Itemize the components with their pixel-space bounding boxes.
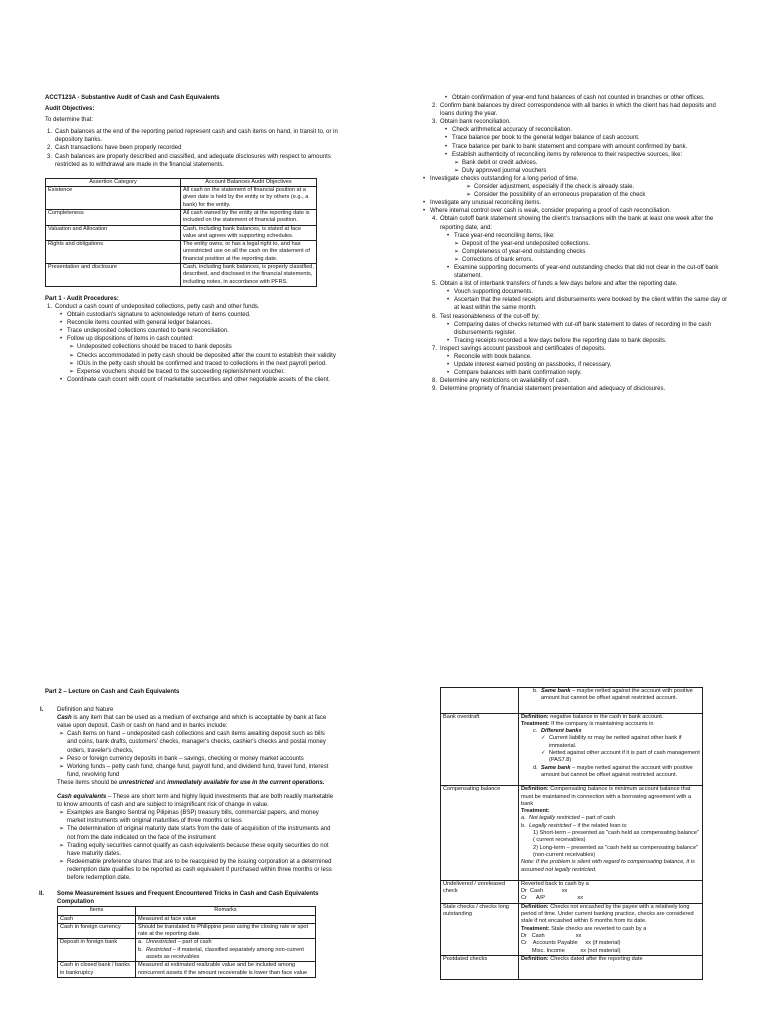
- right-top-bullets: [418, 94, 728, 102]
- section-title: Definition and Nature: [57, 707, 114, 714]
- bullet-item: • Establish authenticity of reconciling items by reference to their respective sources, like:: [452, 151, 728, 159]
- table-cell: Completeness: [46, 209, 181, 225]
- journal-line: Cr A/P xx: [521, 895, 584, 902]
- page-2-left-column: [39, 688, 335, 978]
- column-header: Remarks: [136, 907, 316, 915]
- note-text: Note: If the problem is silent with regard to compensating balance, it is assumed not legally restricted.: [521, 859, 695, 873]
- table-cell: Deposit in foreign bank: [58, 939, 136, 962]
- column-header: Account Balances Audit Objectives: [181, 178, 317, 186]
- arrow-item: ➢ Corrections of bank errors.: [462, 256, 728, 264]
- table-cell: All cash on the statement of financial position at a given date is held by the entity or by others (e.g., a bank) for the entity.: [181, 187, 317, 210]
- procedure-bullets: [440, 126, 728, 158]
- procedure-item: 9. Determine propriety of financial statement presentation and adequacy of disclosures.: [432, 386, 666, 393]
- procedure-item: 5. Obtain a list of interbank transfers of funds a few days before and after the reporting date. • Vouch supporting documents. • Ascertain that the related receipts and disbursements were booked by the client within the same day or at least within the same month.: [440, 280, 728, 312]
- procedure-item: 7. Inspect savings account passbook and certificates of deposits. • Reconcile with book balance. • Update interest earned posting on passbooks, if necessary. • Compare balances with bank confirmation reply.: [440, 345, 728, 377]
- table-cell: Cash, including bank balances, is stated at face value and agrees with supporting schedules.: [181, 225, 317, 241]
- bullet-item: • Vouch supporting documents.: [454, 288, 728, 296]
- entry-line: Reverted back to cash by a: [521, 880, 589, 887]
- section-title: Some Measurement Issues and Frequent Encountered Tricks in Cash and Cash Equivalents Computation: [57, 891, 319, 906]
- part2-heading: Part 2 – Lecture on Cash and Cash Equivalents: [45, 689, 180, 695]
- arrow-item: ➢ The determination of original maturity date starts from the date of acquisition of the instruments and not from the date indicated on the face of the instrument: [67, 825, 335, 841]
- section-number: II.: [39, 891, 45, 898]
- bullet-item: • Reconcile items counted with general ledger balances.: [67, 319, 340, 327]
- procedure-bullets-2: [55, 376, 340, 384]
- arrow-item: ➢ Cash items on hand – undeposited cash collections and cash items awaiting deposit such as bills and coins, bank drafts, customers' checks, manager's checks, cashier's checks and postal money orders, traveler's checks,: [67, 730, 335, 754]
- arrow-item: ➢ Consider the possibility of an erroneous preparation of the check: [474, 191, 728, 199]
- bullet-item: • Ascertain that the related receipts and disbursements were booked by the client within the same day or at least within the same month.: [454, 296, 728, 312]
- arrow-item: ➢ IOUs in the petty cash should be confirmed and traced to collections in the next payroll period.: [77, 360, 340, 368]
- table-cell: Postdated checks: [441, 955, 519, 979]
- arrow-item: ➢ Examples are Bangko Sentral ng Pilipinas (BSP) treasury bills, commercial papers, and money market instruments with original maturities of three months or less: [67, 809, 335, 825]
- table-row: [441, 880, 703, 903]
- journal-line: Dr Cash xx: [521, 888, 568, 895]
- arrow-item: ➢ Redeemable preference shares that are to be reacquired by the issuing corporation at a determined redemption date qualifies to be reported as cash equivalent if purchased within three months or less before redemption date.: [67, 858, 335, 882]
- objectives-list: [45, 128, 340, 168]
- bullet-item: • Coordinate cash count with count of marketable securities and other negotiable assets of the client.: [67, 376, 340, 384]
- bullet-item: • Tracing receipts recorded a few days before the reporting date to bank deposits.: [454, 337, 728, 345]
- right-procedure-list: [418, 102, 728, 175]
- outstanding-bullets: [418, 175, 728, 183]
- procedure-bullets: [440, 232, 728, 240]
- check-list: [521, 735, 700, 764]
- page-1-right-column: [418, 94, 728, 393]
- table-header-row: [58, 907, 316, 915]
- cash-equivalents-list: [57, 809, 335, 882]
- table-row: [46, 225, 317, 241]
- table-row: [441, 955, 703, 979]
- page-1-left-column: [45, 94, 340, 384]
- table-cell: Presentation and disclosure: [46, 264, 181, 287]
- arrow-item: ➢ Peso or foreign currency deposits in bank – savings, checking or money market accounts: [67, 755, 335, 763]
- procedure-item: 8. Determine any restrictions on availability of cash.: [432, 378, 571, 385]
- outstanding-arrows: [418, 183, 728, 199]
- table-cell: Cash in closed bank / banks in bankruptcy: [58, 962, 136, 978]
- page-2: [0, 512, 768, 1024]
- column-header: Assertion Category: [46, 178, 181, 186]
- cash-equivalents-definition: Cash equivalents – These are short term and highly liquid investments that are both readily marketable to know amounts of cash and are subject to insignificant risk of change in value.: [57, 794, 334, 809]
- cash-items-table: [440, 687, 703, 980]
- table-cell: Valuation and Allocation: [46, 225, 181, 241]
- cash-items-list: [57, 730, 335, 779]
- part1-heading: Part 1 - Audit Procedures:: [45, 295, 119, 302]
- bullet-item: • Update interest earned posting on passbooks, if necessary.: [454, 361, 728, 369]
- table-row: [441, 688, 703, 714]
- table-row: [46, 187, 317, 210]
- table-cell: All cash owned by the entity at the reporting date is included on the statement of financial position.: [181, 209, 317, 225]
- procedure-bullets: [55, 311, 340, 343]
- bullet-item: • Compare balances with bank confirmation reply.: [454, 369, 728, 377]
- objective-item: 3. Cash balances are properly described and classified, and adequate disclosures with respect to amounts restricted as to withdrawal are made in the financial statements.: [47, 153, 331, 168]
- arrow-item: ➢ Undeposited collections should be traced to bank deposits: [77, 343, 340, 351]
- table-cell: Definition: Checks not encashed by the payee with a relatively long period of time. Under current banking practice, checks are considered stale if not encashed within 6 months from its date. Treatment: Stale checks are reverted to cash by a Dr Cash xx Cr Accounts Payable xx (if material) Misc. Income xx (not material): [519, 903, 703, 955]
- table-row: [441, 903, 703, 955]
- objective-item: 2. Cash transactions have been properly recorded: [47, 145, 182, 152]
- section-2: [39, 890, 335, 978]
- column-header: Items: [58, 907, 136, 915]
- more-bullets: [418, 199, 728, 215]
- table-cell: [519, 880, 703, 903]
- right-procedure-list-2: [418, 215, 728, 393]
- table-row: [441, 713, 703, 786]
- table-cell: Stale checks / checks long outstanding: [441, 903, 519, 955]
- sub-item: 1) Short-term – presented as "cash held as compensating balance" ( current receivables): [533, 830, 699, 844]
- procedure-bullets: [440, 288, 728, 312]
- bullet-item: • Trace year-end reconciling items, like:: [454, 232, 728, 240]
- unrestricted-note: These items should be unrestricted and immediately available for use in the current operations.: [57, 779, 325, 786]
- procedure-item: 2. Confirm bank balances by direct correspondence with all banks in which the client has had deposits and loans during the year.: [432, 103, 716, 118]
- table-cell: Should be translated to Philippine peso using the closing rate or spot rate at the reporting date.: [136, 923, 316, 939]
- arrow-item: ➢ Consider adjustment, especially if the check is already stale.: [474, 183, 728, 191]
- cash-definition: Cash is any item that can be used as a medium of exchange and which is acceptable by bank at face value upon deposit. Cash or cash on hand and in banks include:: [57, 715, 327, 730]
- table-cell: Cash: [58, 915, 136, 923]
- procedure-item: 4. Obtain cutoff bank statement showing the client's transactions with the bank at least one week after the reporting date, and: • Trace year-end reconciling items, like: ➢ Deposit of the year-end undeposited collections. ➢ Completeness of year-end outstanding checks ➢ Corrections of bank errors. • Examine supporting documents of year-end outstanding checks that did not clear in the cut-off bank statement.: [440, 215, 728, 280]
- table-row: [58, 939, 316, 962]
- table-row: [441, 786, 703, 881]
- bullet-item: • Check arithmetical accuracy of reconciliation.: [452, 126, 728, 134]
- table-cell: Cash, including bank balances, is properly classified, described, and disclosed in the financial statements, including notes, in accordance with PFRS.: [181, 264, 317, 287]
- bullet-item: • Comparing dates of checks returned with cut-off bank statement to dates of recording in the cash disbursements register.: [454, 321, 728, 337]
- bullet-item: • Follow up dispositions of items in cash counted:: [67, 335, 340, 343]
- bullet-item: • Investigate checks outstanding for a long period of time.: [430, 175, 728, 183]
- arrow-item: ➢ Completeness of year-end outstanding checks: [462, 248, 728, 256]
- arrow-item: ➢ Trading equity securities cannot qualify as cash equivalents because these equity securities do not have maturity dates.: [67, 842, 335, 858]
- table-cell: Compensating balance: [441, 786, 519, 881]
- sub-item: 2) Long-term – presented as "cash held as compensating balance" (non-current receivables): [533, 844, 699, 858]
- section-1: [40, 706, 335, 882]
- bullet-item: • Investigate any unusual reconciling items.: [430, 199, 728, 207]
- document-title: ACCT123A - Substantive Audit of Cash and Cash Equivalents: [45, 95, 220, 101]
- procedure-bullets-2: [440, 264, 728, 280]
- journal-line: Cr Accounts Payable xx (if material): [521, 940, 621, 947]
- table-cell: The entity owns, or has a legal right to, and has unrestricted use on all the cash on the statement of financial position at the reporting date.: [181, 241, 317, 264]
- table-row: [58, 923, 316, 939]
- table-cell: [441, 688, 519, 714]
- procedure-item: 6. Test reasonableness of the cut-off by: • Comparing dates of checks returned with cut-off bank statement to dates of recording in the cash disbursements register. • Tracing receipts recorded a few days before the reporting date to bank deposits.: [440, 313, 728, 345]
- section-number: I.: [40, 707, 44, 714]
- bullet-item: • Obtain custodian's signature to acknowledge return of items counted.: [67, 311, 340, 319]
- objective-item: 1. Cash balances at the end of the reporting period represent cash and cash items on hand, in transit to, or in depository banks.: [47, 129, 338, 144]
- bullet-item: • Where internal control over cash is weak, consider preparing a proof of cash reconciliation.: [430, 207, 728, 215]
- table-cell: Bank overdraft: [441, 713, 519, 786]
- procedure-item: 1. Conduct a cash count of undeposited collections, petty cash and other funds. • Obtain custodian's signature to acknowledge return of items counted. • Reconcile items counted with general ledger balances. • Trace undeposited collections counted to bank reconciliation. • Follow up dispositions of items in cash counted: ➢ Undeposited collections should be traced to bank deposits ➢ Checks accommodated in petty cash should be deposited after the count to establish their validity ➢ IOUs in the petty cash should be confirmed and traced to collections in the next payroll period. ➢ Expense vouchers should be traced to the succeeding replenishment voucher. • Coordinate cash count with count of marketable securities and other negotiable assets of the client.: [55, 303, 340, 384]
- arrow-item: ➢ Duly approved journal vouchers: [462, 167, 728, 175]
- bullet-item: • Examine supporting documents of year-end outstanding checks that did not clear in the cut-off bank statement.: [454, 264, 728, 280]
- check-item: ✓ Netted against other account if it is part of cash management (PAS7.8): [549, 750, 700, 765]
- bullet-item: • Trace balance per bank to bank statement and compare with amount confirmed by bank.: [452, 143, 728, 151]
- objectives-heading: Audit Objectives:: [45, 106, 95, 113]
- measurement-table: [57, 906, 316, 978]
- table-cell: Measured at estimated realizable value and be included among noncurrent assets if the amount recoverable is lower than face value: [136, 962, 316, 978]
- arrow-item: ➢ Checks accommodated in petty cash should be deposited after the count to establish their validity: [77, 352, 340, 360]
- journal-line: Dr Cash xx: [521, 932, 582, 939]
- journal-line: Misc. Income xx (not material): [521, 947, 621, 954]
- procedure-bullets: [440, 321, 728, 345]
- arrow-item: ➢ Expense vouchers should be traced to the succeeding replenishment voucher.: [77, 368, 340, 376]
- table-row: [46, 264, 317, 287]
- table-cell: Definition: Checks dated after the reporting date: [519, 955, 703, 979]
- bullet-item: • Reconcile with book balance.: [454, 353, 728, 361]
- check-item: ✓ Current liability or may be netted against other bank if immaterial.: [549, 735, 700, 750]
- arrow-item: ➢ Working funds – petty cash fund, change fund, payroll fund, and dividend fund, travel fund, interest fund, revolving fund: [67, 763, 335, 779]
- determine-text: To determine that:: [45, 117, 94, 124]
- procedure-arrows: [55, 343, 340, 375]
- table-cell: Measured at face value: [136, 915, 316, 923]
- table-cell: b. Same bank – maybe netted against the account with positive amount but cannot be offset against restricted account.: [519, 688, 703, 714]
- procedure-item: 3. Obtain bank reconciliation. • Check arithmetical accuracy of reconciliation. • Trace balance per book to the general ledger balance of cash account. • Trace balance per bank to bank statement and compare with amount confirmed by bank. • Establish authenticity of reconciling items by reference to their respective sources, like: ➢ Bank debit or credit advices. ➢ Duly approved journal vouchers: [440, 118, 728, 175]
- table-header-row: [46, 178, 317, 186]
- table-row: [46, 241, 317, 264]
- table-cell: a. Unrestricted – part of cash b. Restricted – if material, classified separately among non-current assets as receivables: [136, 939, 316, 962]
- bullet-item: • Obtain confirmation of year-end fund balances of cash not counted in branches or other offices.: [452, 94, 728, 102]
- page-2-right-column: [440, 687, 702, 980]
- procedure-arrows: [440, 240, 728, 264]
- table-cell: Cash in foreign currency: [58, 923, 136, 939]
- table-cell: Existence: [46, 187, 181, 210]
- table-cell: Rights and obligations: [46, 241, 181, 264]
- arrow-item: ➢ Deposit of the year-end undeposited collections.: [462, 240, 728, 248]
- procedure-arrows: [440, 159, 728, 175]
- assertion-table: [45, 178, 317, 287]
- bullet-item: • Trace undeposited collections counted to bank reconciliation.: [67, 327, 340, 335]
- table-cell: Definition: negative balance in the cash in bank account. Treatment: If the company is maintaining accounts in c. Different banks ✓ Current liability or may be netted against other bank if immaterial. ✓ Netted against other account if it is part of cash management (PAS7.8) d. Same bank – maybe netted against the account with positive amount but cannot be offset against restricted account.: [519, 713, 703, 786]
- arrow-item: ➢ Bank debit or credit advices.: [462, 159, 728, 167]
- table-cell: Definition: Compensating balance is minimum account balance that must be maintained in connection with a borrowing agreement with a bank Treatment: a. Not legally restricted – part of cash b. Legally restricted – if the related loan is: 1) Short-term – presented as "cash held as compensating balance" ( current receivables) 2) Long-term – presented as "cash held as compensating balance" (non-current receivables) Note: If the problem is silent with regard to compensating balance, it is assumed not legally restricted.: [519, 786, 703, 881]
- bullet-item: • Trace balance per book to the general ledger balance of cash account.: [452, 134, 728, 142]
- table-cell: Undelivered / unreleased check: [441, 880, 519, 903]
- part1-list: [45, 303, 340, 384]
- procedure-bullets: [440, 353, 728, 377]
- table-row: [46, 209, 317, 225]
- table-row: [58, 915, 316, 923]
- table-row: [58, 962, 316, 978]
